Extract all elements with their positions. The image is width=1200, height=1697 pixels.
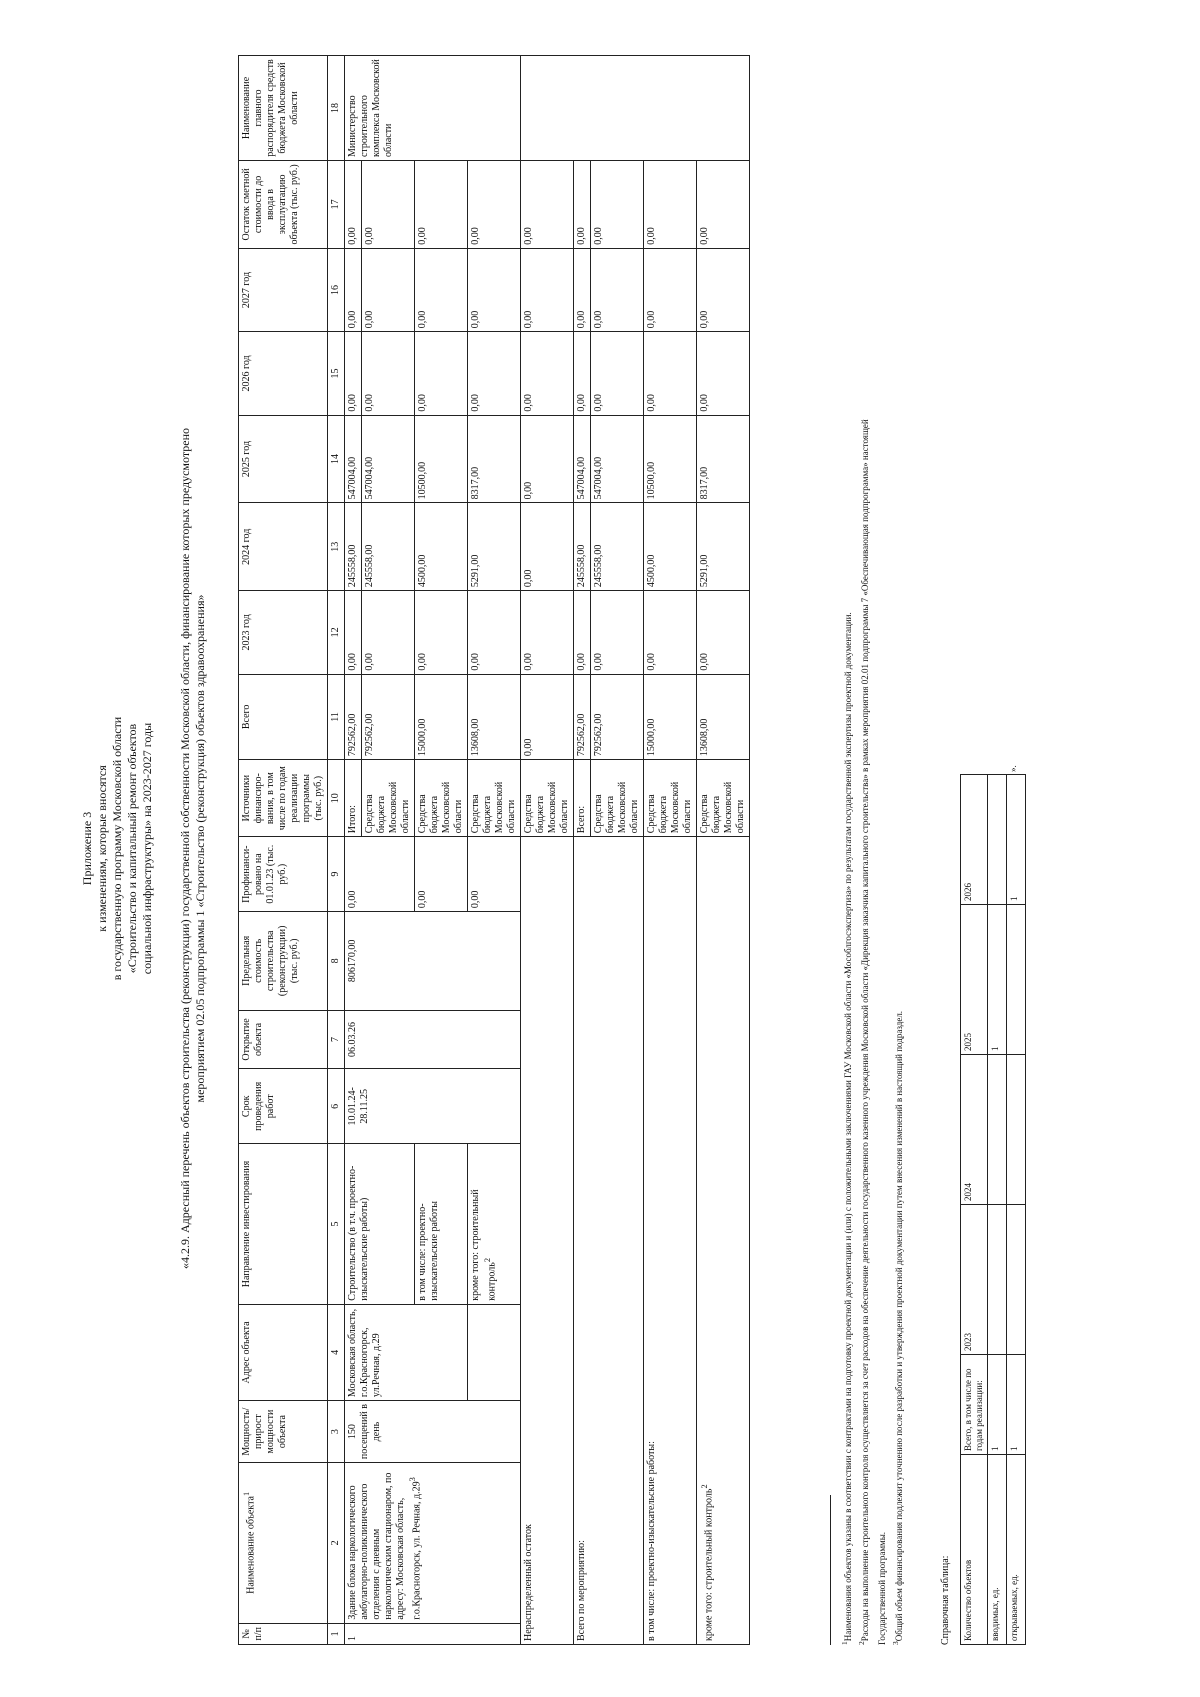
reference-header: 2026 <box>961 775 988 905</box>
remain-cell: 0,00 <box>362 161 415 249</box>
year-2026-cell: 0,00 <box>468 332 521 415</box>
column-number: 9 <box>328 837 345 912</box>
year-2023-cell: 0,00 <box>697 591 750 674</box>
header-row <box>239 56 328 1645</box>
col-opening: Открытие объекта <box>239 1010 328 1069</box>
year-2026-cell: 0,00 <box>415 332 468 415</box>
column-number: 13 <box>328 503 345 591</box>
appendix-header <box>80 0 155 1697</box>
year-2026-cell: 0,00 <box>521 332 574 415</box>
footnotes <box>838 65 906 1645</box>
closing-quote-mark: ». <box>1008 765 1018 772</box>
title-line-2: мероприятием 02.05 подпрограммы 1 «Строительство (реконструкция) объектов здравоохранения» <box>193 594 207 1103</box>
col-total: Всего <box>239 674 328 760</box>
col-2026: 2026 год <box>239 332 328 415</box>
source-cell: Средства бюджета Московской области <box>362 760 415 837</box>
year-2024-cell: 5291,00 <box>697 503 750 591</box>
object-manager: Министерство строительного комплекса Московской области <box>345 56 521 161</box>
year-2023-cell: 0,00 <box>468 591 521 674</box>
column-number: 16 <box>328 248 345 331</box>
total-cell: 792562,00 <box>345 674 362 760</box>
column-number: 6 <box>328 1069 345 1144</box>
year-2024-cell: 4500,00 <box>644 503 697 591</box>
object-address: Московская область, г.о.Красногорск, ул.Речная, д.29 <box>345 1304 415 1400</box>
reference-cell <box>1007 1055 1026 1205</box>
remain-cell: 0,00 <box>697 161 750 249</box>
col-direction: Направление инвестирования <box>239 1144 328 1305</box>
col-2027: 2027 год <box>239 248 328 331</box>
year-2025-cell: 547004,00 <box>591 415 644 503</box>
footnote: $^1$Наименования объектов указаны в соответствии с контрактами на подготовку проектной документации и (или) с положительными заключениями ГАУ Московской области «Мособлгосэкспертиза» по результатам государственной экспертизы проектной документации. <box>840 612 853 1645</box>
direction-design: в том числе: проектно-изыскательские работы <box>415 1144 468 1305</box>
column-number: 1 <box>328 1623 345 1644</box>
year-2025-cell: 8317,00 <box>697 415 750 503</box>
title-line-1: «4.2.9. Адресный перечень объектов строительства (реконструкции) государственной собственности Московской области, финансирование которых предусмотрено <box>178 428 192 1270</box>
column-number: 12 <box>328 591 345 674</box>
remain-cell: 0,00 <box>644 161 697 249</box>
reference-header: 2025 <box>961 905 988 1055</box>
year-2027-cell: 0,00 <box>574 248 591 331</box>
year-2025-cell: 547004,00 <box>345 415 362 503</box>
col-no: № п/п <box>239 1623 328 1644</box>
col-manager: Наименование главного распорядителя средств бюджета Московской области <box>239 56 328 161</box>
source-cell: Средства бюджета Московской области <box>644 760 697 837</box>
footnote: $^2$Расходы на выполнение строительного контроля осуществляется за счет расходов на обеспечение деятельности государственного казенного учреждения Московской области «Дирекция заказчика капитального строительства» в рамках мероприятия 02.01 подпрограммы 7 «Обеспечивающая подпрограмма» настоящей <box>857 419 870 1645</box>
year-2024-cell: 245558,00 <box>574 503 591 591</box>
reference-header: 2023 <box>961 1205 988 1355</box>
summary-row <box>574 56 591 1645</box>
column-number: 17 <box>328 161 345 249</box>
footnote: $^3$Общий объем финансирования подлежит уточнению после разработки и утверждения проектной документации путем внесения изменений в настоящий подраздел. <box>891 1010 904 1645</box>
col-address: Адрес объекта <box>239 1304 328 1400</box>
year-2027-cell: 0,00 <box>521 248 574 331</box>
reference-cell <box>988 1055 1007 1205</box>
total-cell: 792562,00 <box>574 674 591 760</box>
remain-cell: 0,00 <box>345 161 362 249</box>
object-period: 10.01.24-28.11.25 <box>345 1069 521 1144</box>
year-2024-cell: 5291,00 <box>468 503 521 591</box>
header-line: к изменениям, которые вносятся <box>95 765 109 932</box>
reference-cell: 1 <box>988 905 1007 1055</box>
column-number: 5 <box>328 1144 345 1305</box>
reference-row <box>988 775 1007 1645</box>
column-number: 8 <box>328 912 345 1010</box>
year-2024-cell: 0,00 <box>521 503 574 591</box>
year-2023-cell: 0,00 <box>345 591 362 674</box>
remain-cell: 0,00 <box>521 161 574 249</box>
address-continued <box>415 1304 468 1400</box>
reference-header: Количество объектов <box>961 1455 988 1645</box>
col-capacity: Мощность/ прирост мощности объекта <box>239 1401 328 1463</box>
remain-cell: 0,00 <box>415 161 468 249</box>
reference-header: Всего, в том числе по годам реализации: <box>961 1355 988 1455</box>
col-2025: 2025 год <box>239 415 328 503</box>
column-number: 18 <box>328 56 345 161</box>
reference-label: открываемых, ед. <box>1007 1455 1026 1645</box>
remain-cell: 0,00 <box>468 161 521 249</box>
total-cell: 15000,00 <box>415 674 468 760</box>
total-cell: 15000,00 <box>644 674 697 760</box>
column-number-row <box>328 56 345 1645</box>
col-cost: Предельная стоимость строительства (реконструкции) (тыс. руб.) <box>239 912 328 1010</box>
object-capacity: 150 посещений в день <box>345 1401 521 1463</box>
source-cell: Итого: <box>345 760 362 837</box>
summary-row <box>644 56 697 1645</box>
footnote: Государственной программы. <box>877 1531 887 1645</box>
col-2024: 2024 год <box>239 503 328 591</box>
col-name: Наименование объекта$^1$ <box>239 1463 328 1624</box>
section-title <box>178 0 208 1697</box>
year-2025-cell: 10500,00 <box>644 415 697 503</box>
column-number: 15 <box>328 332 345 415</box>
year-2026-cell: 0,00 <box>362 332 415 415</box>
reference-cell: 1 <box>988 1355 1007 1455</box>
col-remain: Остаток сметной стоимости до ввода в эксплуатацию объекта (тыс. руб.) <box>239 161 328 249</box>
header-line: социальной инфраструктуры» на 2023-2027 годы <box>140 722 154 975</box>
year-2025-cell: 547004,00 <box>574 415 591 503</box>
year-2027-cell: 0,00 <box>345 248 362 331</box>
year-2027-cell: 0,00 <box>697 248 750 331</box>
reference-table <box>960 774 1026 1645</box>
header-line: Приложение 3 <box>80 811 94 886</box>
address-list-table <box>238 55 750 1645</box>
year-2027-cell: 0,00 <box>415 248 468 331</box>
year-2024-cell: 4500,00 <box>415 503 468 591</box>
summary-label: кроме того: строительный контроль$^2$ <box>697 837 750 1645</box>
object-no: 1 <box>345 1623 521 1644</box>
source-cell: Всего: <box>574 760 591 837</box>
col-period: Срок проведения работ <box>239 1069 328 1144</box>
remain-cell: 0,00 <box>574 161 591 249</box>
year-2023-cell: 0,00 <box>521 591 574 674</box>
year-2026-cell: 0,00 <box>644 332 697 415</box>
reference-row <box>1007 775 1026 1645</box>
total-cell: 13608,00 <box>468 674 521 760</box>
object-opening: 06.03.26 <box>345 1010 521 1069</box>
year-2023-cell: 0,00 <box>591 591 644 674</box>
year-2024-cell: 245558,00 <box>345 503 362 591</box>
remain-cell: 0,00 <box>591 161 644 249</box>
reference-header: 2024 <box>961 1055 988 1205</box>
reference-header-row <box>961 775 988 1645</box>
year-2026-cell: 0,00 <box>345 332 362 415</box>
col-2023: 2023 год <box>239 591 328 674</box>
year-2023-cell: 0,00 <box>415 591 468 674</box>
manager-continued <box>521 56 750 161</box>
year-2026-cell: 0,00 <box>574 332 591 415</box>
year-2026-cell: 0,00 <box>697 332 750 415</box>
year-2025-cell: 10500,00 <box>415 415 468 503</box>
column-number: 3 <box>328 1401 345 1463</box>
reference-cell <box>1007 905 1026 1055</box>
source-cell: Средства бюджета Московской области <box>468 760 521 837</box>
object-prefinance: 0,00 <box>345 837 415 912</box>
direction-control: кроме того: строительный контроль$^2$ <box>468 1144 521 1305</box>
year-2026-cell: 0,00 <box>591 332 644 415</box>
reference-cell <box>1007 1205 1026 1355</box>
reference-cell <box>988 1205 1007 1355</box>
direction-construction: Строительство (в т.ч. проектно-изыскательские работы) <box>345 1144 415 1305</box>
source-cell: Средства бюджета Московской области <box>415 760 468 837</box>
reference-cell <box>988 775 1007 905</box>
year-2025-cell: 0,00 <box>521 415 574 503</box>
reference-caption: Справочная таблица: <box>940 1555 951 1645</box>
object-prefinance: 0,00 <box>468 837 521 912</box>
table-row <box>345 56 362 1645</box>
summary-label: в том числе: проектно-изыскательские работы: <box>644 837 697 1645</box>
object-name: Здание блока наркологического амбулаторно-поликлинического отделения с дневным наркологическим стационаром, по адресу: Московская область, г.о.Красногорск, ул. Речная, $д.29^3$ <box>345 1463 521 1624</box>
reference-cell: 1 <box>1007 1355 1026 1455</box>
col-sources: Источники финансиро-вания, в том числе по годам реализации программы (тыс. руб.) <box>239 760 328 837</box>
col-prefinance: Профинанси-ровано на 01.01.23 (тыс. руб.) <box>239 837 328 912</box>
year-2024-cell: 245558,00 <box>362 503 415 591</box>
summary-row <box>697 56 750 1645</box>
reference-cell: 1 <box>1007 775 1026 905</box>
year-2027-cell: 0,00 <box>468 248 521 331</box>
year-2023-cell: 0,00 <box>644 591 697 674</box>
total-cell: 13608,00 <box>697 674 750 760</box>
total-cell: 792562,00 <box>362 674 415 760</box>
year-2023-cell: 0,00 <box>574 591 591 674</box>
header-line: «Строительство и капитальный ремонт объектов <box>125 723 139 974</box>
year-2025-cell: 547004,00 <box>362 415 415 503</box>
footnote-separator <box>830 1495 831 1645</box>
column-number: 10 <box>328 760 345 837</box>
year-2025-cell: 8317,00 <box>468 415 521 503</box>
source-cell: Средства бюджета Московской области <box>697 760 750 837</box>
year-2023-cell: 0,00 <box>362 591 415 674</box>
reference-label: вводимых, ед. <box>988 1455 1007 1645</box>
total-cell: 792562,00 <box>591 674 644 760</box>
year-2027-cell: 0,00 <box>362 248 415 331</box>
source-cell: Средства бюджета Московской области <box>521 760 574 837</box>
summary-row <box>521 56 574 1645</box>
total-cell: 0,00 <box>521 674 574 760</box>
year-2027-cell: 0,00 <box>644 248 697 331</box>
source-cell: Средства бюджета Московской области <box>591 760 644 837</box>
header-line: в государственную программу Московской области <box>110 716 124 981</box>
address-continued <box>468 1304 521 1400</box>
object-cost: 806170,00 <box>345 912 521 1010</box>
column-number: 4 <box>328 1304 345 1400</box>
year-2024-cell: 245558,00 <box>591 503 644 591</box>
column-number: 2 <box>328 1463 345 1624</box>
column-number: 14 <box>328 415 345 503</box>
year-2027-cell: 0,00 <box>591 248 644 331</box>
summary-label: Всего по мероприятию: <box>574 837 644 1645</box>
column-number: 7 <box>328 1010 345 1069</box>
object-prefinance: 0,00 <box>415 837 468 912</box>
column-number: 11 <box>328 674 345 760</box>
summary-label: Нераспределенный остаток <box>521 837 574 1645</box>
